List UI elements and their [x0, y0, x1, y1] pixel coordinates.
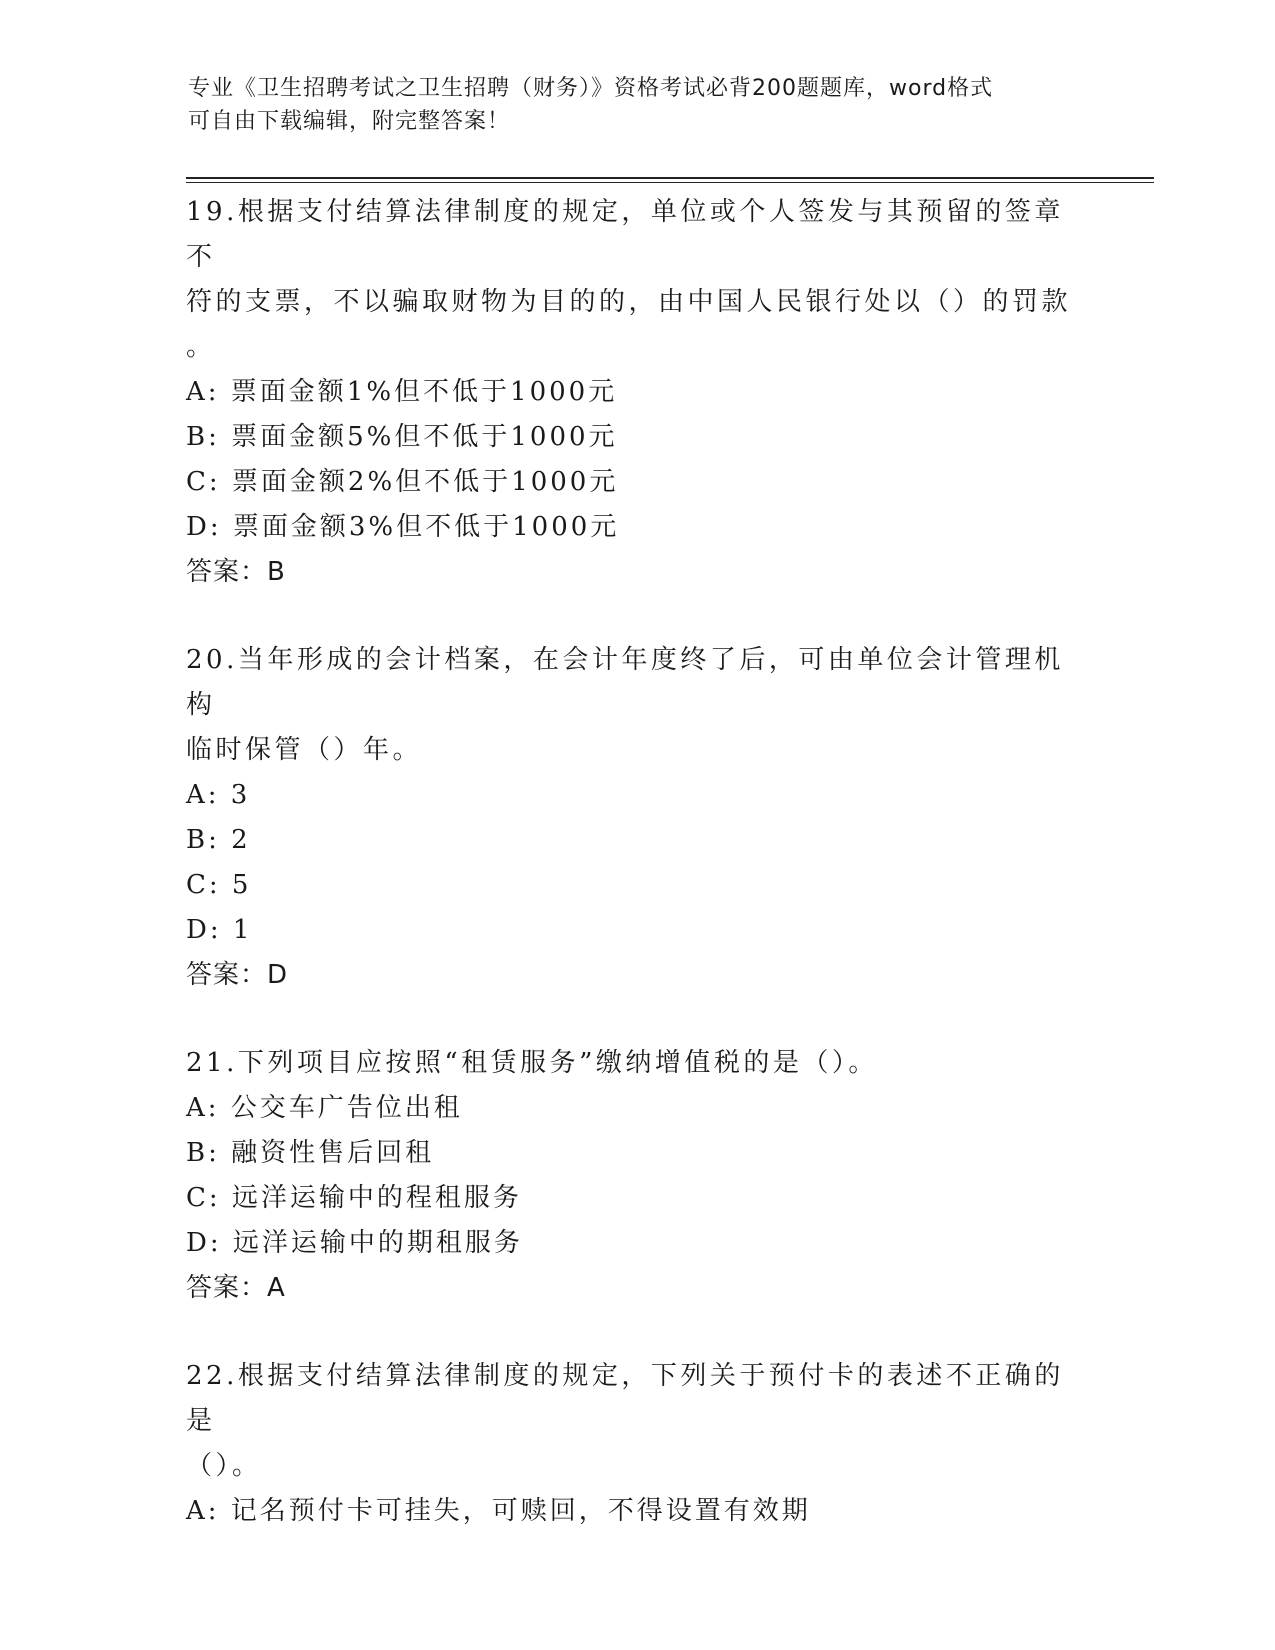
question-21 — [186, 1041, 1086, 1311]
question-text-line: （）。 — [186, 1451, 262, 1481]
header-divider-thick — [186, 177, 1154, 179]
option-d: D: 票面金额3%但不低于1000元 — [186, 512, 620, 542]
question-text-line: 。 — [186, 332, 216, 362]
option-d: D: 远洋运输中的期租服务 — [186, 1228, 523, 1258]
option-a: A: 票面金额1%但不低于1000元 — [186, 377, 618, 407]
answer: 答案：A — [186, 1273, 286, 1303]
question-list — [186, 190, 1086, 1534]
document-header — [188, 72, 1068, 138]
question-spacer — [186, 998, 1086, 1041]
question-text-line: 20.当年形成的会计档案，在会计年度终了后，可由单位会计管理机构 — [186, 645, 1064, 720]
header-title-line-2: 可自由下载编辑，附完整答案！ — [188, 109, 511, 134]
question-19 — [186, 190, 1086, 595]
question-spacer — [186, 1311, 1086, 1354]
question-text-line: 临时保管（）年。 — [186, 735, 423, 765]
answer: 答案：D — [186, 960, 289, 990]
option-c: C: 5 — [186, 870, 252, 900]
question-text-line: 19.根据支付结算法律制度的规定，单位或个人签发与其预留的签章不 — [186, 197, 1064, 272]
option-b: B: 融资性售后回租 — [186, 1138, 435, 1168]
answer: 答案：B — [186, 557, 286, 587]
option-c: C: 票面金额2%但不低于1000元 — [186, 467, 619, 497]
option-b: B: 票面金额5%但不低于1000元 — [186, 422, 618, 452]
question-spacer — [186, 595, 1086, 638]
question-text-line: 22.根据支付结算法律制度的规定，下列关于预付卡的表述不正确的是 — [186, 1361, 1064, 1436]
option-a: A: 记名预付卡可挂失，可赎回，不得设置有效期 — [186, 1496, 811, 1526]
question-text-line: 21.下列项目应按照“租赁服务”缴纳增值税的是（）。 — [186, 1048, 878, 1078]
header-title-line-1: 专业《卫生招聘考试之卫生招聘（财务）》资格考试必背200题题库，word格式 — [188, 76, 994, 101]
option-a: A: 公交车广告位出租 — [186, 1093, 463, 1123]
question-text-line: 符的支票，不以骗取财物为目的的，由中国人民银行处以（）的罚款 — [186, 287, 1072, 317]
question-22 — [186, 1354, 1086, 1534]
option-b: B: 2 — [186, 825, 251, 855]
option-d: D: 1 — [186, 915, 253, 945]
header-divider-thin — [186, 182, 1154, 183]
option-a: A: 3 — [186, 780, 251, 810]
option-c: C: 远洋运输中的程租服务 — [186, 1183, 522, 1213]
question-20 — [186, 638, 1086, 998]
